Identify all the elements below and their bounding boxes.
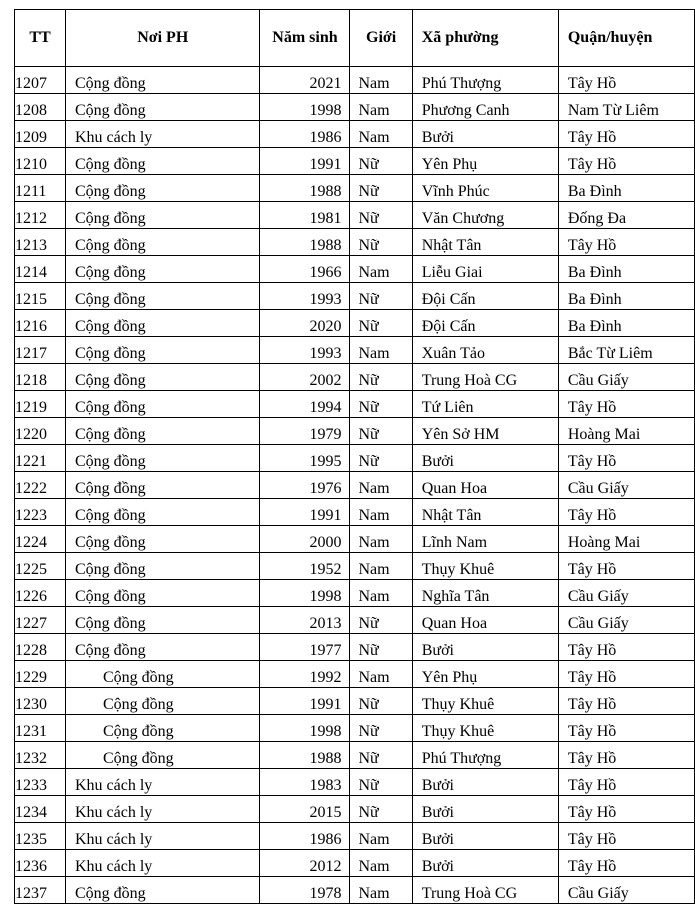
table-row — [15, 877, 695, 904]
cell-xa-phuong: Yên Phụ — [412, 661, 558, 688]
cell-gioi: Nữ — [350, 607, 412, 634]
cell-noi-ph: Cộng đồng — [65, 94, 260, 121]
cell-gioi: Nam — [350, 499, 412, 526]
cell-quan-huyen: Tây Hồ — [558, 715, 694, 742]
cell-tt: 1232 — [15, 742, 66, 769]
cell-nam-sinh: 1988 — [260, 742, 350, 769]
cell-quan-huyen: Tây Hồ — [558, 688, 694, 715]
cell-noi-ph: Cộng đồng — [65, 202, 260, 229]
cell-tt: 1224 — [15, 526, 66, 553]
cell-tt: 1236 — [15, 850, 66, 877]
cell-xa-phuong: Bưởi — [412, 823, 558, 850]
cell-tt: 1210 — [15, 148, 66, 175]
cell-nam-sinh: 1977 — [260, 634, 350, 661]
cell-noi-ph: Cộng đồng — [65, 661, 260, 688]
table-row — [15, 256, 695, 283]
cell-nam-sinh: 1992 — [260, 661, 350, 688]
cell-tt: 1228 — [15, 634, 66, 661]
cell-gioi: Nam — [350, 661, 412, 688]
cell-xa-phuong: Bưởi — [412, 634, 558, 661]
cell-quan-huyen: Tây Hồ — [558, 121, 694, 148]
cases-table — [14, 9, 695, 904]
cell-quan-huyen: Tây Hồ — [558, 391, 694, 418]
cell-noi-ph: Cộng đồng — [65, 580, 260, 607]
table-row — [15, 229, 695, 256]
table-row — [15, 283, 695, 310]
cell-noi-ph: Cộng đồng — [65, 553, 260, 580]
cell-tt: 1231 — [15, 715, 66, 742]
cell-noi-ph: Cộng đồng — [65, 688, 260, 715]
cell-nam-sinh: 1998 — [260, 715, 350, 742]
cell-nam-sinh: 1995 — [260, 445, 350, 472]
cell-tt: 1219 — [15, 391, 66, 418]
cell-tt: 1212 — [15, 202, 66, 229]
cell-xa-phuong: Tứ Liên — [412, 391, 558, 418]
cell-gioi: Nữ — [350, 364, 412, 391]
table-row — [15, 472, 695, 499]
cell-tt: 1233 — [15, 769, 66, 796]
table-row — [15, 418, 695, 445]
cell-noi-ph: Cộng đồng — [65, 148, 260, 175]
cell-tt: 1227 — [15, 607, 66, 634]
cell-nam-sinh: 2013 — [260, 607, 350, 634]
header-noi-ph: Nơi PH — [65, 10, 260, 67]
cell-quan-huyen: Tây Hồ — [558, 553, 694, 580]
cell-gioi: Nam — [350, 553, 412, 580]
cell-xa-phuong: Bưởi — [412, 769, 558, 796]
cell-xa-phuong: Phú Thượng — [412, 742, 558, 769]
cell-gioi: Nữ — [350, 796, 412, 823]
cell-tt: 1211 — [15, 175, 66, 202]
table-row — [15, 634, 695, 661]
cell-gioi: Nam — [350, 121, 412, 148]
cell-quan-huyen: Tây Hồ — [558, 742, 694, 769]
cell-xa-phuong: Phú Thượng — [412, 67, 558, 94]
cell-xa-phuong: Lĩnh Nam — [412, 526, 558, 553]
cell-quan-huyen: Cầu Giấy — [558, 580, 694, 607]
cell-tt: 1220 — [15, 418, 66, 445]
cell-noi-ph: Khu cách ly — [65, 769, 260, 796]
cell-nam-sinh: 1986 — [260, 121, 350, 148]
cell-nam-sinh: 1986 — [260, 823, 350, 850]
cell-quan-huyen: Tây Hồ — [558, 850, 694, 877]
cell-xa-phuong: Yên Sở HM — [412, 418, 558, 445]
cell-gioi: Nữ — [350, 283, 412, 310]
cell-gioi: Nam — [350, 472, 412, 499]
table-row — [15, 850, 695, 877]
cell-nam-sinh: 1988 — [260, 229, 350, 256]
cell-tt: 1214 — [15, 256, 66, 283]
cell-xa-phuong: Nghĩa Tân — [412, 580, 558, 607]
cell-quan-huyen: Cầu Giấy — [558, 607, 694, 634]
cell-xa-phuong: Bưởi — [412, 445, 558, 472]
table-row — [15, 391, 695, 418]
cell-gioi: Nữ — [350, 202, 412, 229]
cell-gioi: Nữ — [350, 634, 412, 661]
cell-xa-phuong: Bưởi — [412, 850, 558, 877]
cell-tt: 1209 — [15, 121, 66, 148]
cell-quan-huyen: Nam Từ Liêm — [558, 94, 694, 121]
cell-noi-ph: Cộng đồng — [65, 472, 260, 499]
cell-quan-huyen: Bắc Từ Liêm — [558, 337, 694, 364]
cell-nam-sinh: 2012 — [260, 850, 350, 877]
table-row — [15, 67, 695, 94]
cell-noi-ph: Cộng đồng — [65, 526, 260, 553]
cell-xa-phuong: Bưởi — [412, 121, 558, 148]
cell-tt: 1217 — [15, 337, 66, 364]
cell-quan-huyen: Tây Hồ — [558, 796, 694, 823]
cell-gioi: Nam — [350, 526, 412, 553]
table-row — [15, 310, 695, 337]
cell-nam-sinh: 1979 — [260, 418, 350, 445]
cell-gioi: Nữ — [350, 769, 412, 796]
cell-gioi: Nữ — [350, 715, 412, 742]
cell-nam-sinh: 1993 — [260, 337, 350, 364]
cell-xa-phuong: Yên Phụ — [412, 148, 558, 175]
cell-gioi: Nữ — [350, 445, 412, 472]
cell-xa-phuong: Xuân Tảo — [412, 337, 558, 364]
cell-tt: 1230 — [15, 688, 66, 715]
table-row — [15, 175, 695, 202]
table-row — [15, 94, 695, 121]
table-row — [15, 715, 695, 742]
cell-nam-sinh: 2021 — [260, 67, 350, 94]
cell-quan-huyen: Tây Hồ — [558, 67, 694, 94]
cell-nam-sinh: 1976 — [260, 472, 350, 499]
cell-quan-huyen: Cầu Giấy — [558, 364, 694, 391]
cell-tt: 1234 — [15, 796, 66, 823]
cell-gioi: Nữ — [350, 175, 412, 202]
cell-noi-ph: Cộng đồng — [65, 256, 260, 283]
cell-nam-sinh: 2002 — [260, 364, 350, 391]
cell-noi-ph: Cộng đồng — [65, 499, 260, 526]
cell-quan-huyen: Cầu Giấy — [558, 472, 694, 499]
cell-xa-phuong: Đội Cấn — [412, 283, 558, 310]
table-row — [15, 769, 695, 796]
cell-gioi: Nữ — [350, 148, 412, 175]
cell-noi-ph: Cộng đồng — [65, 337, 260, 364]
cell-quan-huyen: Ba Đình — [558, 310, 694, 337]
cell-tt: 1229 — [15, 661, 66, 688]
cell-quan-huyen: Ba Đình — [558, 283, 694, 310]
cell-tt: 1235 — [15, 823, 66, 850]
header-tt: TT — [15, 10, 66, 67]
cell-nam-sinh: 2020 — [260, 310, 350, 337]
cell-gioi: Nữ — [350, 391, 412, 418]
cell-nam-sinh: 2000 — [260, 526, 350, 553]
cell-noi-ph: Cộng đồng — [65, 229, 260, 256]
table-row — [15, 526, 695, 553]
cell-gioi: Nữ — [350, 310, 412, 337]
cell-noi-ph: Cộng đồng — [65, 634, 260, 661]
cell-nam-sinh: 1991 — [260, 688, 350, 715]
cell-noi-ph: Cộng đồng — [65, 283, 260, 310]
cell-noi-ph: Cộng đồng — [65, 418, 260, 445]
cell-noi-ph: Cộng đồng — [65, 175, 260, 202]
cell-xa-phuong: Đội Cấn — [412, 310, 558, 337]
cell-gioi: Nữ — [350, 742, 412, 769]
cell-xa-phuong: Thụy Khuê — [412, 688, 558, 715]
cell-nam-sinh: 1981 — [260, 202, 350, 229]
cell-quan-huyen: Hoàng Mai — [558, 418, 694, 445]
cell-xa-phuong: Nhật Tân — [412, 229, 558, 256]
cell-xa-phuong: Thụy Khuê — [412, 553, 558, 580]
table-row — [15, 661, 695, 688]
cell-gioi: Nữ — [350, 229, 412, 256]
cell-xa-phuong: Phương Canh — [412, 94, 558, 121]
cell-noi-ph: Cộng đồng — [65, 715, 260, 742]
cell-xa-phuong: Trung Hoà CG — [412, 877, 558, 904]
header-row — [15, 10, 695, 67]
table-row — [15, 553, 695, 580]
cell-quan-huyen: Tây Hồ — [558, 148, 694, 175]
cell-nam-sinh: 1994 — [260, 391, 350, 418]
cell-quan-huyen: Cầu Giấy — [558, 877, 694, 904]
cell-noi-ph: Cộng đồng — [65, 742, 260, 769]
cell-gioi: Nam — [350, 580, 412, 607]
cell-nam-sinh: 1983 — [260, 769, 350, 796]
cell-gioi: Nam — [350, 67, 412, 94]
cell-quan-huyen: Tây Hồ — [558, 823, 694, 850]
cell-quan-huyen: Tây Hồ — [558, 769, 694, 796]
cell-nam-sinh: 1991 — [260, 148, 350, 175]
cell-quan-huyen: Tây Hồ — [558, 634, 694, 661]
cell-gioi: Nam — [350, 256, 412, 283]
cell-tt: 1208 — [15, 94, 66, 121]
table-row — [15, 202, 695, 229]
table-row — [15, 445, 695, 472]
cell-nam-sinh: 1998 — [260, 580, 350, 607]
cell-xa-phuong: Quan Hoa — [412, 472, 558, 499]
cell-xa-phuong: Quan Hoa — [412, 607, 558, 634]
cell-nam-sinh: 1988 — [260, 175, 350, 202]
cell-quan-huyen: Đống Đa — [558, 202, 694, 229]
cell-nam-sinh: 1993 — [260, 283, 350, 310]
cell-xa-phuong: Liễu Giai — [412, 256, 558, 283]
cell-quan-huyen: Tây Hồ — [558, 661, 694, 688]
cell-noi-ph: Khu cách ly — [65, 823, 260, 850]
table-row — [15, 337, 695, 364]
cell-xa-phuong: Bưởi — [412, 796, 558, 823]
cell-quan-huyen: Ba Đình — [558, 175, 694, 202]
cell-quan-huyen: Tây Hồ — [558, 229, 694, 256]
cell-noi-ph: Cộng đồng — [65, 877, 260, 904]
cell-gioi: Nam — [350, 850, 412, 877]
cell-gioi: Nam — [350, 877, 412, 904]
cell-nam-sinh: 1978 — [260, 877, 350, 904]
cell-noi-ph: Cộng đồng — [65, 607, 260, 634]
table-row — [15, 796, 695, 823]
cell-xa-phuong: Trung Hoà CG — [412, 364, 558, 391]
cell-noi-ph: Khu cách ly — [65, 796, 260, 823]
cell-xa-phuong: Vĩnh Phúc — [412, 175, 558, 202]
table-row — [15, 742, 695, 769]
cell-xa-phuong: Văn Chương — [412, 202, 558, 229]
cell-quan-huyen: Hoàng Mai — [558, 526, 694, 553]
cell-tt: 1215 — [15, 283, 66, 310]
cell-tt: 1222 — [15, 472, 66, 499]
header-quan-huyen: Quận/huyện — [558, 10, 694, 67]
cell-gioi: Nam — [350, 337, 412, 364]
table-row — [15, 580, 695, 607]
cell-noi-ph: Khu cách ly — [65, 850, 260, 877]
cell-tt: 1237 — [15, 877, 66, 904]
cell-quan-huyen: Tây Hồ — [558, 499, 694, 526]
cell-tt: 1207 — [15, 67, 66, 94]
header-nam-sinh: Năm sinh — [260, 10, 350, 67]
cell-xa-phuong: Nhật Tân — [412, 499, 558, 526]
header-xa-phuong: Xã phường — [412, 10, 558, 67]
header-gioi: Giới — [350, 10, 412, 67]
cell-noi-ph: Cộng đồng — [65, 391, 260, 418]
cell-tt: 1221 — [15, 445, 66, 472]
cell-tt: 1226 — [15, 580, 66, 607]
cell-nam-sinh: 2015 — [260, 796, 350, 823]
table-row — [15, 823, 695, 850]
cell-gioi: Nam — [350, 94, 412, 121]
cell-noi-ph: Khu cách ly — [65, 121, 260, 148]
cell-noi-ph: Cộng đồng — [65, 364, 260, 391]
cell-gioi: Nữ — [350, 688, 412, 715]
cell-gioi: Nữ — [350, 418, 412, 445]
cell-tt: 1218 — [15, 364, 66, 391]
cell-noi-ph: Cộng đồng — [65, 445, 260, 472]
table-row — [15, 607, 695, 634]
cell-nam-sinh: 1991 — [260, 499, 350, 526]
cell-nam-sinh: 1952 — [260, 553, 350, 580]
cell-tt: 1223 — [15, 499, 66, 526]
cell-tt: 1225 — [15, 553, 66, 580]
table-row — [15, 364, 695, 391]
cell-xa-phuong: Thụy Khuê — [412, 715, 558, 742]
cell-noi-ph: Cộng đồng — [65, 67, 260, 94]
cell-tt: 1213 — [15, 229, 66, 256]
table-row — [15, 499, 695, 526]
table-row — [15, 148, 695, 175]
table-row — [15, 121, 695, 148]
cell-nam-sinh: 1966 — [260, 256, 350, 283]
cell-noi-ph: Cộng đồng — [65, 310, 260, 337]
cell-quan-huyen: Tây Hồ — [558, 445, 694, 472]
cell-tt: 1216 — [15, 310, 66, 337]
table-row — [15, 688, 695, 715]
cell-quan-huyen: Ba Đình — [558, 256, 694, 283]
cell-nam-sinh: 1998 — [260, 94, 350, 121]
cell-gioi: Nam — [350, 823, 412, 850]
